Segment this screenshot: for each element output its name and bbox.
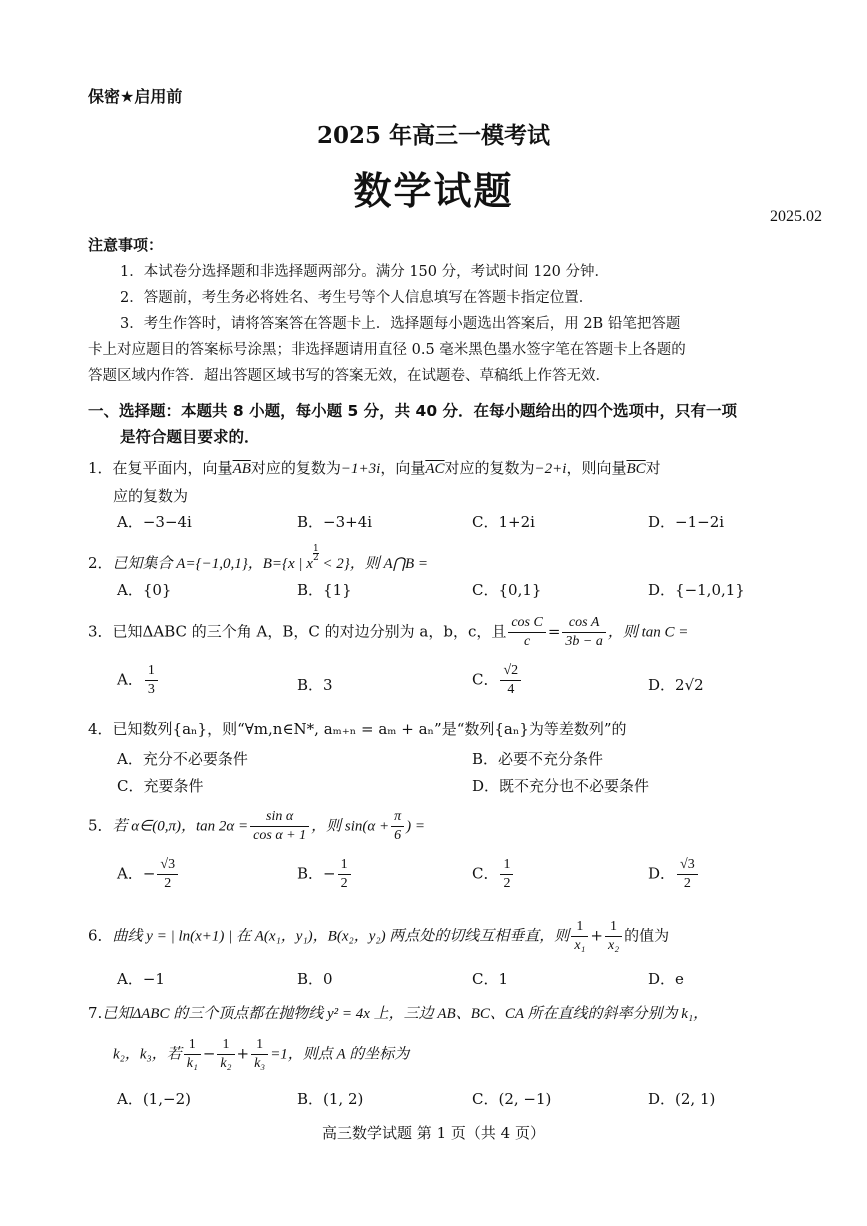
fraction-1-over-k1 [184,1036,201,1073]
fraction-numerator: 1 [605,918,622,937]
option-label: A．− [117,864,156,883]
question-4-option-c: C．充要条件 [117,777,204,795]
question-text: k₂，k₃，若 [113,1046,182,1063]
subject-title: 数学试题 [353,169,514,213]
fraction-denominator: k₂ [220,1056,232,1071]
question-text: 在复平面内，向量 [112,459,233,477]
fraction-numerator: 1 [338,856,351,875]
question-2-option-a: A．{0} [117,581,172,599]
question-text: ，则 tan C = [607,624,689,641]
note-item-1: 1．本试卷分选择题和非选择题两部分。满分 150 分，考试时间 120 分钟． [120,264,610,280]
fraction-numerator: sin α [250,808,309,827]
fraction [145,662,158,699]
plus-sign: + [590,926,603,945]
plus-sign: + [236,1044,250,1063]
complex-number: −2+i [534,461,567,477]
fraction-denominator: 3 [147,682,155,697]
question-5-option-b [297,856,353,893]
fraction-numerator: 1 [217,1036,234,1055]
fraction-denominator: 3b − a [565,634,603,649]
question-number: 2． [88,554,113,572]
question-text: ) = [406,818,426,835]
question-1-line-1 [88,457,661,478]
fraction-denominator: k₁ [186,1056,198,1071]
fraction-numerator: 1 [145,662,158,681]
fraction-numerator: cos A [562,614,605,633]
fraction-numerator: √2 [500,662,521,681]
equals-sign: = [547,622,561,641]
question-number: 3． [88,622,113,641]
fraction-numerator: √3 [677,856,698,875]
fraction [677,856,698,893]
vector-ac: $\overline{AC}$ [425,461,445,477]
fraction-numerator: 1 [184,1036,201,1055]
question-5-option-a [117,856,180,893]
fraction-cos-c [508,614,546,651]
fraction-denominator: 2 [683,876,691,891]
section-heading-line-2: 是符合题目要求的． [120,428,260,446]
question-7-option-b: B．(1, 2) [297,1090,364,1108]
exponent-numerator: 1 [312,544,319,554]
vector-ab: $\overline{AB}$ [232,461,251,477]
question-3-option-b: B．3 [297,676,333,694]
question-4-stem [88,718,627,739]
fraction-denominator: x₁ [574,938,586,953]
exam-date: 2025.02 [770,208,822,225]
question-text: 对 [645,459,661,477]
question-text: 已知数列{aₙ}，则“∀m,n∈N*, aₘ₊ₙ = aₘ + aₙ”是“数列{aₙ}为等差数列”的 [112,720,627,738]
fraction-denominator: x₂ [607,938,620,953]
question-text: 曲线 y = | ln(x+1) | 在 A(x₁，y₁)，B(x₂，y₂) 两点处的切线互相垂直，则 [112,928,570,945]
question-text: ，向量 [380,459,426,477]
question-number: 1． [88,459,113,477]
option-label: D． [648,864,676,883]
question-2-stem [88,545,428,573]
notes-heading: 注意事项： [88,236,164,254]
question-text: 若 α∈(0,π)，tan 2α = [112,818,249,835]
question-6-option-d: D．e [648,970,684,988]
question-text: =1，则点 A 的坐标为 [270,1046,410,1063]
question-6-option-b: B．0 [297,970,333,988]
fraction [157,856,178,893]
fraction [500,662,521,699]
question-text: 对应的复数为 [250,459,341,477]
question-number: 6． [88,926,113,945]
question-text: 已知ΔABC 的三个角 A，B，C 的对边分别为 a，b，c，且 [112,622,507,641]
question-2-option-d: D．{−1,0,1} [648,581,745,599]
note-item-3-line-1: 3．考生作答时，请将答案答在答题卡上．选择题每小题选出答案后，用 2B 铅笔把答题 [120,316,681,332]
minus-sign: − [202,1044,216,1063]
fraction-denominator: 4 [507,682,515,697]
question-4-option-b: B．必要不充分条件 [472,750,604,768]
question-7-option-d: D．(2, 1) [648,1090,716,1108]
question-7-option-a: A．(1,−2) [117,1090,191,1108]
question-text: 对应的复数为 [444,459,535,477]
question-5-option-d [648,856,700,893]
fraction-numerator: √3 [157,856,178,875]
question-2-option-b: B．{1} [297,581,352,599]
question-1-option-d: D．−1−2i [648,513,725,531]
fraction [338,856,351,893]
section-heading-line-1: 一、选择题：本题共 8 小题，每小题 5 分，共 40 分．在每小题给出的四个选项中，只有一项 [88,402,738,420]
question-3-stem [88,614,688,651]
fraction-denominator: 2 [164,876,172,891]
fraction-denominator: k₃ [254,1056,266,1071]
question-4-option-a: A．充分不必要条件 [117,750,248,768]
complex-number: −1+3i [340,461,381,477]
fraction-numerator: 1 [251,1036,268,1055]
fraction-sin-over-cos [250,808,309,845]
exponent-denominator: 2 [312,553,319,563]
note-item-2: 2．答题前，考生务必将姓名、考生号等个人信息填写在答题卡指定位置． [120,290,594,306]
fraction-1-over-x1 [571,918,588,955]
question-1-option-c: C．1+2i [472,513,535,531]
question-6-stem [88,918,669,955]
question-5-option-c [472,856,515,893]
question-3-option-c [472,662,523,699]
note-item-3-line-2: 卡上对应题目的答案标号涂黑；非选择题请用直径 0.5 毫米黑色墨水签字笔在答题卡上各题的 [88,342,686,358]
question-text: 已知集合 A={−1,0,1}，B={x | x [112,556,313,572]
exam-title: 2025 年高三一模考试 [316,122,551,149]
question-text: < 2}，则 A⋂B = [318,556,429,572]
option-label: C． [472,670,499,689]
fraction-numerator: 1 [571,918,588,937]
fraction-denominator: c [523,634,531,649]
fraction-cos-a [562,614,605,651]
fraction-denominator: 2 [503,876,511,891]
question-7-line-1 [88,1002,708,1023]
question-1-option-b: B．−3+4i [297,513,373,531]
question-number: 4． [88,720,113,738]
fraction-1-over-k3 [251,1036,268,1073]
option-label: A． [117,670,143,689]
question-number: 5． [88,816,113,835]
question-text: 的值为 [624,926,670,945]
fraction [500,856,513,893]
fraction-denominator: 2 [340,876,348,891]
question-1-option-a: A．−3−4i [117,513,192,531]
question-6-option-a: A．−1 [117,970,165,988]
fraction-numerator: π [391,808,404,827]
question-4-option-d: D．既不充分也不必要条件 [472,777,650,795]
question-3-option-d: D．2√2 [648,676,704,694]
fraction-numerator: cos C [508,614,546,633]
question-text: ，则向量 [566,459,627,477]
question-number: 7. [88,1004,103,1022]
option-label: B．− [297,864,336,883]
fraction-pi-over-6 [391,808,404,845]
question-text: 已知ΔABC 的三个顶点都在抛物线 y² = 4x 上，三边 AB、BC、CA 所在直线的斜率分别为 k₁， [102,1006,709,1022]
question-7-line-2 [113,1036,409,1073]
option-label: C． [472,864,499,883]
page-footer: 高三数学试题 第 1 页（共 4 页） [322,1124,545,1142]
note-item-3-line-3: 答题区域内作答．超出答题区域书写的答案无效，在试题卷、草稿纸上作答无效． [88,368,610,384]
question-3-option-a [117,662,160,699]
fraction-1-over-x2 [605,918,622,955]
question-5-stem [88,808,425,845]
question-1-line-2: 应的复数为 [113,487,189,505]
vector-bc: $\overline{BC}$ [626,461,646,477]
question-text: ，则 sin(α + [311,818,390,835]
fraction-1-over-k2 [217,1036,234,1073]
question-2-option-c: C．{0,1} [472,581,542,599]
fraction-numerator: 1 [500,856,513,875]
fraction-denominator: 6 [394,828,402,843]
question-6-option-c: C．1 [472,970,509,988]
question-7-option-c: C．(2, −1) [472,1090,552,1108]
fraction-denominator: cos α + 1 [253,828,307,843]
confidential-label: 保密★启用前 [88,87,183,106]
